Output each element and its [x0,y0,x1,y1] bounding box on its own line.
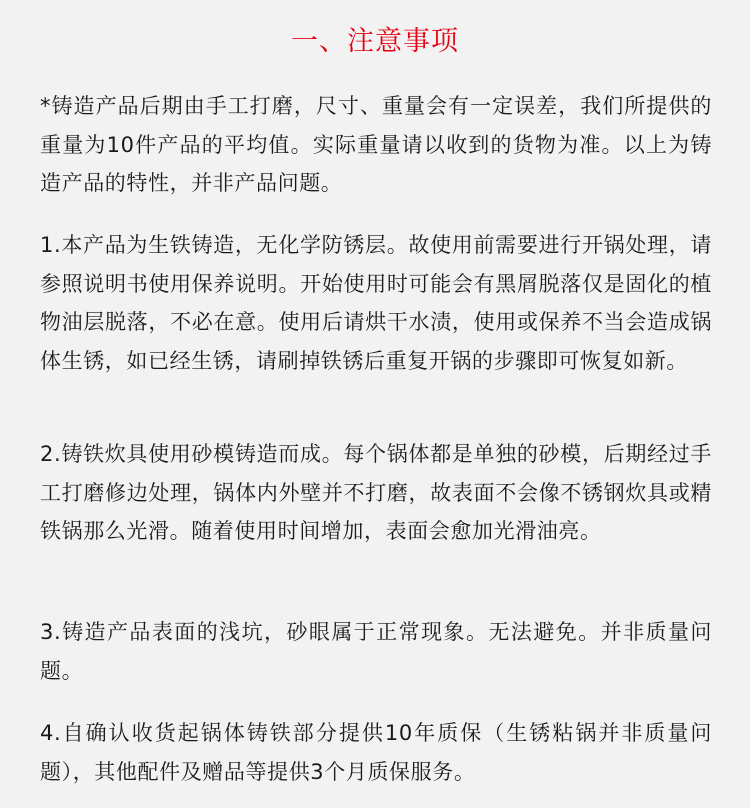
notice-item-2: 2.铸铁炊具使用砂模铸造而成。每个锅体都是单独的砂模，后期经过手工打磨修边处理，锅体内外壁并不打磨，故表面不会像不锈钢炊具或精铁锅那么光滑。随着使用时间增加，表面会愈加光滑油亮。 [40,442,712,543]
page-title: 一、注意事项 [291,26,459,57]
notice-item-3: 3.铸造产品表面的浅坑，砂眼属于正常现象。无法避免。并非质量问题。 [40,620,712,683]
intro-paragraph: *铸造产品后期由手工打磨，尺寸、重量会有一定误差，我们所提供的重量为10件产品的平均值。实际重量请以收到的货物为准。以上为铸造产品的特性，并非产品问题。 [40,94,712,195]
notice-item-1: 1.本产品为生铁铸造，无化学防锈层。故使用前需要进行开锅处理，请参照说明书使用保养说明。开始使用时可能会有黑屑脱落仅是固化的植物油层脱落，不必在意。使用后请烘干水渍，使用或保养不当会造成锅体生锈，如已经生锈，请刷掉铁锈后重复开锅的步骤即可恢复如新。 [40,233,712,373]
notice-item-4: 4.自确认收货起锅体铸铁部分提供10年质保（生锈粘锅并非质量问题），其他配件及赠品等提供3个月质保服务。 [40,721,712,784]
